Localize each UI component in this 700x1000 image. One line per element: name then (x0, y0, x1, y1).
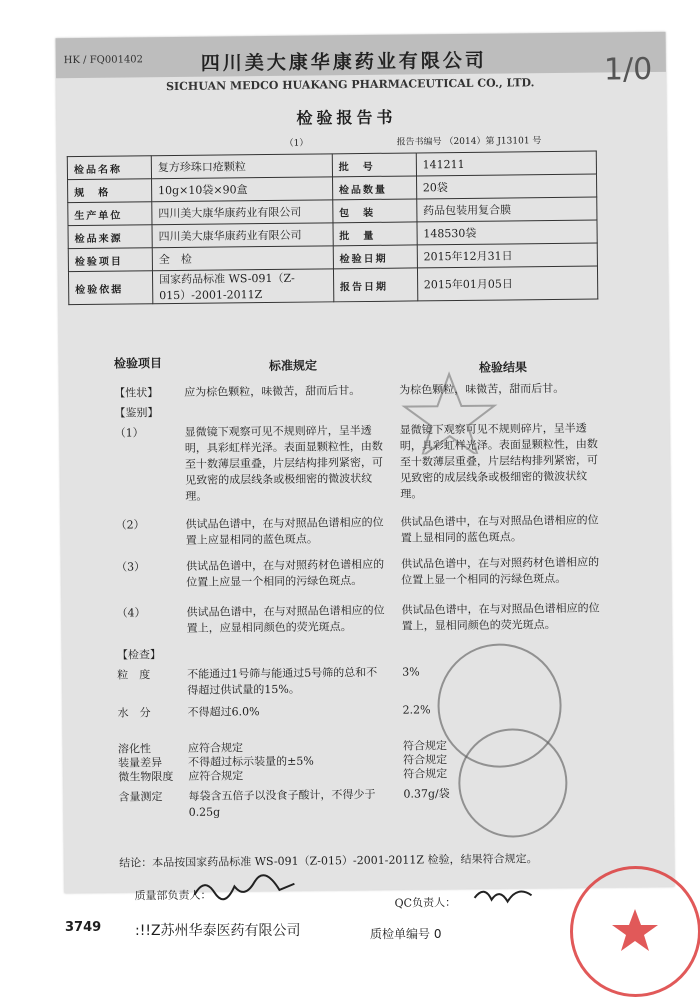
info-table (67, 151, 599, 306)
item-name: 微生物限度 (118, 770, 174, 784)
info-value: 20袋 (416, 174, 596, 199)
item-standard: 供试品色谱中，在与对照药材色谱相应的位置上应显一个相同的污绿色斑点。 (186, 557, 385, 589)
info-label: 包 装 (333, 199, 417, 223)
item-result: 符合规定 (402, 739, 448, 753)
item-standard: 应符合规定 (187, 741, 244, 755)
info-value: 148530袋 (417, 220, 597, 245)
item-standard: 不得超过6.0% (187, 705, 260, 719)
item-result: 3% (402, 665, 420, 679)
item-standard: 供试品色谱中，在与对照品色谱相应的位置上，应显相同颜色的荧光斑点。 (186, 603, 385, 635)
item-result: 显微镜下观察可见不规则碎片，呈半透明，具彩虹样光泽。表面显颗粒性，由数至十数薄层重叠，片层结构排列紧密，可见致密的成层线条或极细密的微波状纹理。 (399, 421, 599, 501)
info-value: 2015年01月05日 (417, 266, 598, 301)
item-name: 含量测定 (118, 790, 163, 804)
info-label: 检验项目 (68, 248, 152, 272)
item-standard (187, 645, 387, 647)
report-number (397, 133, 542, 148)
item-standard: 每袋含五倍子以没食子酸计，不得少于0.25g (188, 787, 376, 819)
bottom-form-no: 质检单编号 0 (370, 927, 442, 941)
item-name: （2） (115, 518, 145, 532)
stamp-star-faded (389, 363, 510, 454)
info-label: 检品名称 (67, 156, 151, 180)
item-result: 符合规定 (403, 753, 448, 767)
item-standard: 应为棕色颗粒，味微苦，甜而后甘。 (184, 384, 361, 399)
info-value: 2015年12月31日 (417, 243, 597, 268)
red-seal-star-icon (573, 869, 698, 994)
info-value: 国家药品标准 WS-091（Z-015）-2001-2011Z (152, 269, 333, 304)
info-label: 批 量 (333, 222, 417, 246)
item-name: 水 分 (117, 706, 151, 720)
col-header-standard: 标准规定 (268, 358, 318, 373)
company-name-en: SICHUAN MEDCO HUAKANG PHARMACEUTICAL CO., LTD. (165, 76, 535, 94)
info-label: 规 格 (68, 179, 152, 203)
conclusion: 结论：本品按国家药品标准 WS-091（Z-015）-2001-2011Z 检验，结果符合规定。 (119, 852, 538, 870)
item-name: 【性状】 (114, 386, 159, 400)
info-label: 检验日期 (333, 245, 417, 269)
qc-head-signature: QC负责人： (394, 896, 457, 910)
item-name: 装量差异 (118, 756, 163, 770)
item-name: （3） (116, 560, 146, 574)
report-title: 检验报告书 (296, 107, 397, 128)
info-label: 报告日期 (333, 268, 417, 302)
item-standard: 不能通过1号筛与能通过5号筛的总和不得超过供试量的15%。 (187, 665, 378, 697)
info-label: 检品来源 (68, 225, 152, 249)
item-standard: 供试品色谱中，在与对照品色谱相应的位置上应显相同的蓝色斑点。 (185, 515, 384, 547)
info-label: 检验依据 (68, 271, 152, 305)
item-name: 【鉴别】 (114, 406, 159, 420)
item-name: （1） (114, 426, 144, 440)
doc-number: HK / FQ001402 (63, 54, 144, 67)
report-number-label: 报告书编号 (396, 137, 442, 148)
item-standard: 应符合规定 (188, 769, 244, 783)
info-label: 生产单位 (68, 202, 152, 226)
bottom-number: 3749 (65, 920, 102, 935)
info-value: 四川美大康华康药业有限公司 (152, 223, 333, 248)
col-header-result: 检验结果 (478, 360, 528, 375)
info-value: 四川美大康华康药业有限公司 (152, 200, 333, 225)
gray-round-stamp-2 (458, 728, 568, 838)
dept-head-signature: 质量部负责人： (134, 888, 212, 903)
item-name: 溶化性 (117, 742, 152, 756)
item-standard: 显微镜下观察可见不规则碎片，呈半透明，具彩虹样光泽。表面显颗粒性，由数至十数薄层重叠，片层结构排列紧密，可见致密的成层线条或极细密的微波状纹理。 (184, 423, 384, 503)
report-number-value: （2014）第 J13101 号 (444, 136, 542, 148)
signature-scribble (189, 874, 299, 905)
info-label: 批 号 (332, 153, 416, 177)
item-result: 供试品色谱中，在与对照品色谱相应的位置上显相同的蓝色斑点。 (400, 513, 599, 545)
page-number: （1） (284, 138, 309, 149)
item-name: （4） (116, 606, 146, 620)
col-header-item: 检验项目 (113, 356, 163, 371)
info-value: 复方珍珠口疮颗粒 (151, 154, 332, 179)
item-standard (184, 403, 384, 405)
item-result: 供试品色谱中，在与对照药材色谱相应的位置上显一个相同的污绿色斑点。 (400, 555, 600, 587)
item-result: 供试品色谱中，在与对照品色谱相应的位置上，显相同颜色的荧光斑点。 (401, 601, 600, 633)
item-standard: 不得超过标示装量的±5% (188, 754, 314, 769)
info-value: 10g×10袋×90盒 (151, 177, 332, 202)
item-result: 2.2% (402, 703, 431, 717)
report-sheet (56, 32, 675, 910)
info-value: 141211 (416, 151, 596, 176)
item-result: 0.37g/袋 (403, 787, 450, 801)
bottom-company: :!!Z苏州华泰医药有限公司 (135, 923, 301, 939)
info-row (68, 266, 597, 305)
item-result: 为棕色颗粒，味微苦，甜而后甘。 (399, 381, 565, 397)
item-name: 粒 度 (117, 668, 151, 682)
corner-mark: 1/0 (603, 51, 653, 88)
info-value: 全 检 (152, 246, 333, 271)
info-value: 药品包装用复合膜 (416, 197, 596, 222)
info-label: 检品数量 (332, 176, 416, 200)
qc-signature-scribble (469, 879, 539, 910)
red-company-seal (570, 866, 700, 997)
item-name: 【检查】 (116, 648, 162, 662)
item-result: 符合规定 (403, 767, 448, 781)
company-name-cn: 四川美大康华康药业有限公司 (200, 49, 487, 75)
